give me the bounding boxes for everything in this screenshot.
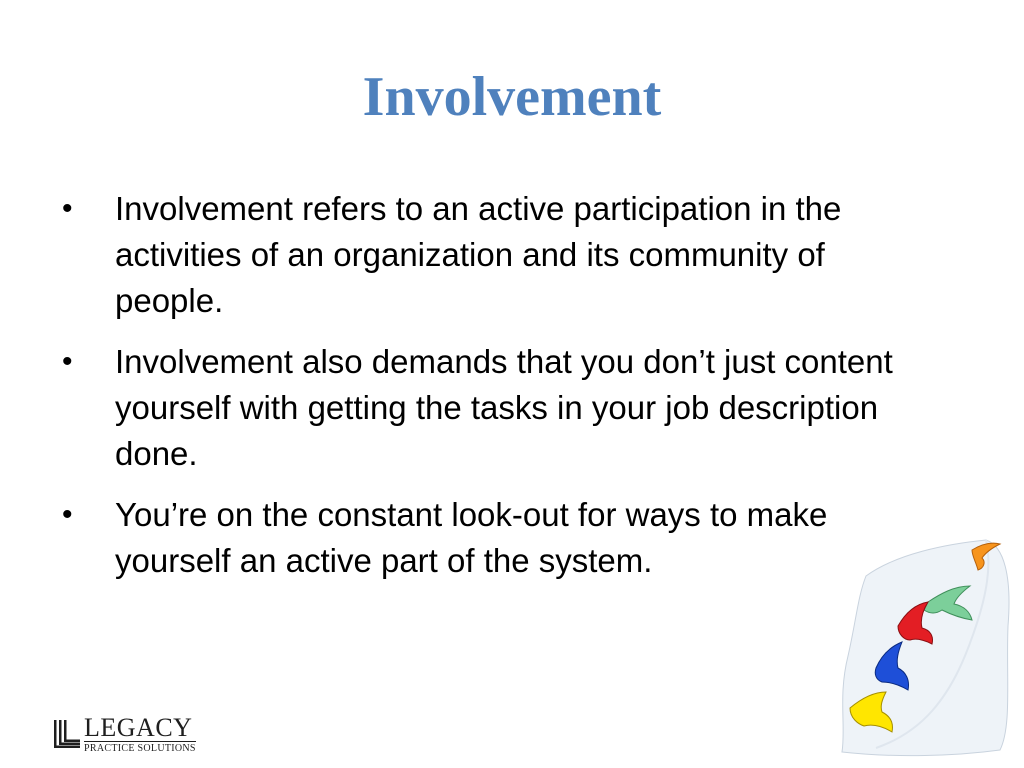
bullet-text: You’re on the constant look-out for ways to make yourself an active part of the system. — [115, 496, 828, 579]
bullet-marker: • — [62, 192, 73, 225]
logo-wordmark — [84, 712, 196, 754]
slide-title: Involvement — [362, 66, 662, 128]
bullet-marker: • — [62, 345, 73, 378]
bullet-item — [58, 492, 908, 584]
company-logo — [52, 712, 196, 756]
bullet-text: Involvement also demands that you don’t just content yourself with getting the tasks in your job description done. — [115, 343, 893, 472]
bullet-list — [58, 186, 908, 599]
legacy-logo-icon — [52, 717, 82, 751]
birds-flying-clipart-icon — [836, 536, 1016, 760]
logo-subtitle: PRACTICE SOLUTIONS — [84, 742, 196, 754]
bullet-marker: • — [62, 498, 73, 531]
bullet-item — [58, 339, 908, 477]
logo-name: LEGACY — [84, 712, 193, 742]
bullet-text: Involvement refers to an active participation in the activities of an organization and its community of people. — [115, 190, 842, 319]
bullet-item — [58, 186, 908, 324]
